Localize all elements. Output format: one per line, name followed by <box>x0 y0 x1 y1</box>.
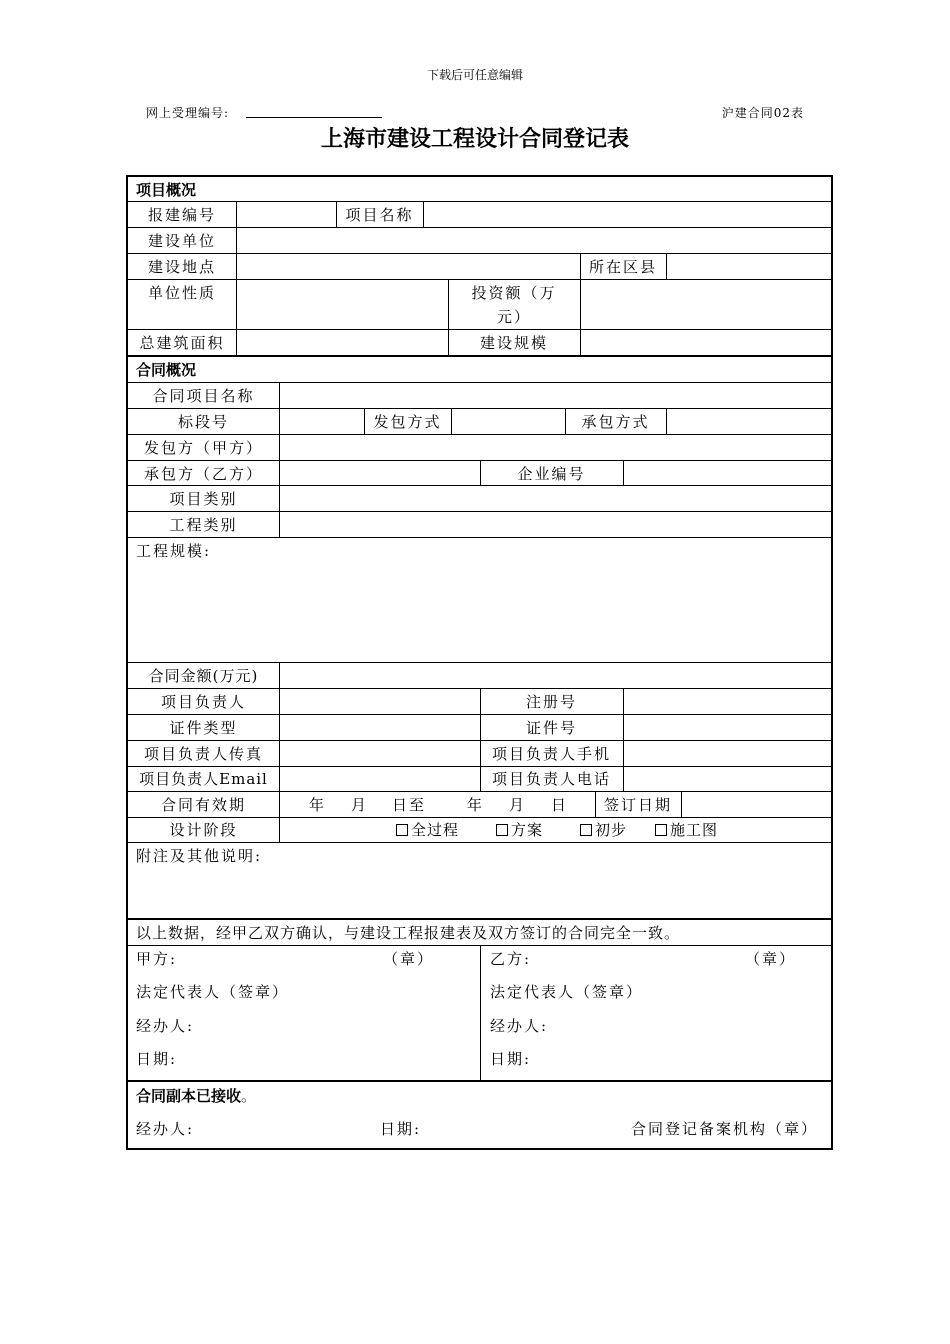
label-investment-unit: 元） <box>496 308 531 326</box>
input-manager-email[interactable] <box>281 768 478 789</box>
document-title: 上海市建设工程设计合同登记表 <box>320 127 629 152</box>
input-site[interactable] <box>238 255 578 277</box>
input-manager-phone[interactable] <box>625 768 831 789</box>
label-manager-email: 项目负责人Email <box>139 770 268 788</box>
confirmation-statement: 以上数据，经甲乙双方确认，与建设工程报建表及双方签订的合同完全一致。 <box>136 924 681 942</box>
input-engineering-category[interactable] <box>281 513 831 535</box>
label-cert-no: 证件号 <box>525 719 577 737</box>
receipt-date: 日期: <box>380 1120 422 1138</box>
checkbox-icon <box>396 824 408 836</box>
label-validity: 合同有效期 <box>160 796 246 814</box>
input-remarks[interactable] <box>132 868 831 916</box>
receipt-agency: 合同登记备案机构（章） <box>631 1120 819 1138</box>
validity-year-end: 年 <box>467 796 485 814</box>
input-engineering-scale[interactable] <box>132 563 831 659</box>
label-employer: 发包方（甲方） <box>143 439 263 457</box>
input-district[interactable] <box>668 255 831 277</box>
party-b-date: 日期: <box>490 1050 532 1068</box>
validity-month-end: 月 <box>509 796 527 814</box>
receipt-title: 合同副本已接收。 <box>136 1087 259 1105</box>
input-reg-no[interactable] <box>625 690 831 712</box>
receipt-handler: 经办人: <box>136 1120 195 1138</box>
option-preliminary[interactable]: 初步 <box>580 821 627 839</box>
party-a-seal: （章） <box>383 950 435 968</box>
validity-day-to: 日至 <box>392 796 427 814</box>
label-sign-date: 签订日期 <box>603 796 672 814</box>
input-contract-amount[interactable] <box>281 664 831 686</box>
label-district: 所在区县 <box>588 258 657 276</box>
party-b-legal-rep: 法定代表人（签章） <box>490 983 644 1001</box>
label-manager-fax: 项目负责人传真 <box>143 745 263 763</box>
label-cert-type: 证件类型 <box>169 719 238 737</box>
input-builder[interactable] <box>238 229 831 251</box>
input-unit-type[interactable] <box>238 281 446 327</box>
label-engineering-scale: 工程规模: <box>136 542 212 560</box>
label-contract-mode: 发包方式 <box>373 413 442 431</box>
label-contract-project-name: 合同项目名称 <box>152 387 255 405</box>
label-remarks: 附注及其他说明: <box>136 847 263 865</box>
label-manager-mobile: 项目负责人手机 <box>491 745 611 763</box>
label-contractor: 承包方（乙方） <box>143 465 263 483</box>
input-contract-project-name[interactable] <box>281 384 831 406</box>
input-employer[interactable] <box>281 436 831 458</box>
section-project-overview: 项目概况 <box>136 181 197 199</box>
checkbox-icon <box>496 824 508 836</box>
validity-day-end: 日 <box>551 796 569 814</box>
input-enterprise-no[interactable] <box>625 462 831 483</box>
label-project-category: 项目类别 <box>169 490 238 508</box>
input-total-area[interactable] <box>238 331 446 353</box>
checkbox-icon <box>580 824 592 836</box>
label-investment: 投资额（万 <box>471 284 557 302</box>
download-note: 下载后可任意编辑 <box>426 68 523 82</box>
option-construction-drawing[interactable]: 施工图 <box>655 821 718 839</box>
section-contract-overview: 合同概况 <box>136 361 197 379</box>
label-reg-no: 注册号 <box>525 693 577 711</box>
validity-month-start: 月 <box>351 796 369 814</box>
party-a-label: 甲方: <box>136 950 178 968</box>
accept-number-label: 网上受理编号: <box>146 106 230 120</box>
registration-form <box>126 175 833 1150</box>
party-a-legal-rep: 法定代表人（签章） <box>136 983 290 1001</box>
label-contract-amount: 合同金额(万元) <box>148 667 259 685</box>
party-b-seal: （章） <box>745 950 797 968</box>
label-project-name: 项目名称 <box>345 206 414 224</box>
option-full-process[interactable]: 全过程 <box>396 821 459 839</box>
party-b-label: 乙方: <box>490 950 532 968</box>
validity-year-start: 年 <box>309 796 327 814</box>
label-lot-no: 标段号 <box>177 413 229 431</box>
input-cert-no[interactable] <box>625 716 831 738</box>
input-report-no[interactable] <box>238 203 334 225</box>
label-site: 建设地点 <box>147 258 216 276</box>
input-undertake-mode[interactable] <box>668 410 831 432</box>
input-sign-date[interactable] <box>683 793 831 815</box>
input-project-category[interactable] <box>281 487 831 509</box>
label-manager-phone: 项目负责人电话 <box>491 770 611 788</box>
input-manager-mobile[interactable] <box>625 742 831 764</box>
input-manager[interactable] <box>281 690 478 712</box>
party-b-handler: 经办人: <box>490 1017 549 1035</box>
label-unit-type: 单位性质 <box>147 284 216 302</box>
label-total-area: 总建筑面积 <box>139 334 225 352</box>
label-enterprise-no: 企业编号 <box>517 465 586 483</box>
label-report-no: 报建编号 <box>147 206 216 224</box>
label-scale: 建设规模 <box>479 334 548 352</box>
checkbox-icon <box>655 824 667 836</box>
input-manager-fax[interactable] <box>281 742 478 764</box>
form-code: 沪建合同02表 <box>721 106 804 120</box>
input-investment[interactable] <box>582 281 831 327</box>
input-cert-type[interactable] <box>281 716 478 738</box>
label-engineering-category: 工程类别 <box>169 516 238 534</box>
label-builder: 建设单位 <box>147 232 216 250</box>
input-project-name[interactable] <box>425 203 831 225</box>
input-contractor[interactable] <box>281 462 478 483</box>
option-scheme[interactable]: 方案 <box>496 821 543 839</box>
label-undertake-mode: 承包方式 <box>581 413 650 431</box>
input-lot-no[interactable] <box>281 410 362 432</box>
party-a-date: 日期: <box>136 1050 178 1068</box>
input-scale[interactable] <box>582 331 831 353</box>
label-manager: 项目负责人 <box>160 693 246 711</box>
party-a-handler: 经办人: <box>136 1017 195 1035</box>
label-design-stage: 设计阶段 <box>169 821 238 839</box>
input-contract-mode[interactable] <box>453 410 563 432</box>
accept-number-field[interactable] <box>246 117 382 118</box>
